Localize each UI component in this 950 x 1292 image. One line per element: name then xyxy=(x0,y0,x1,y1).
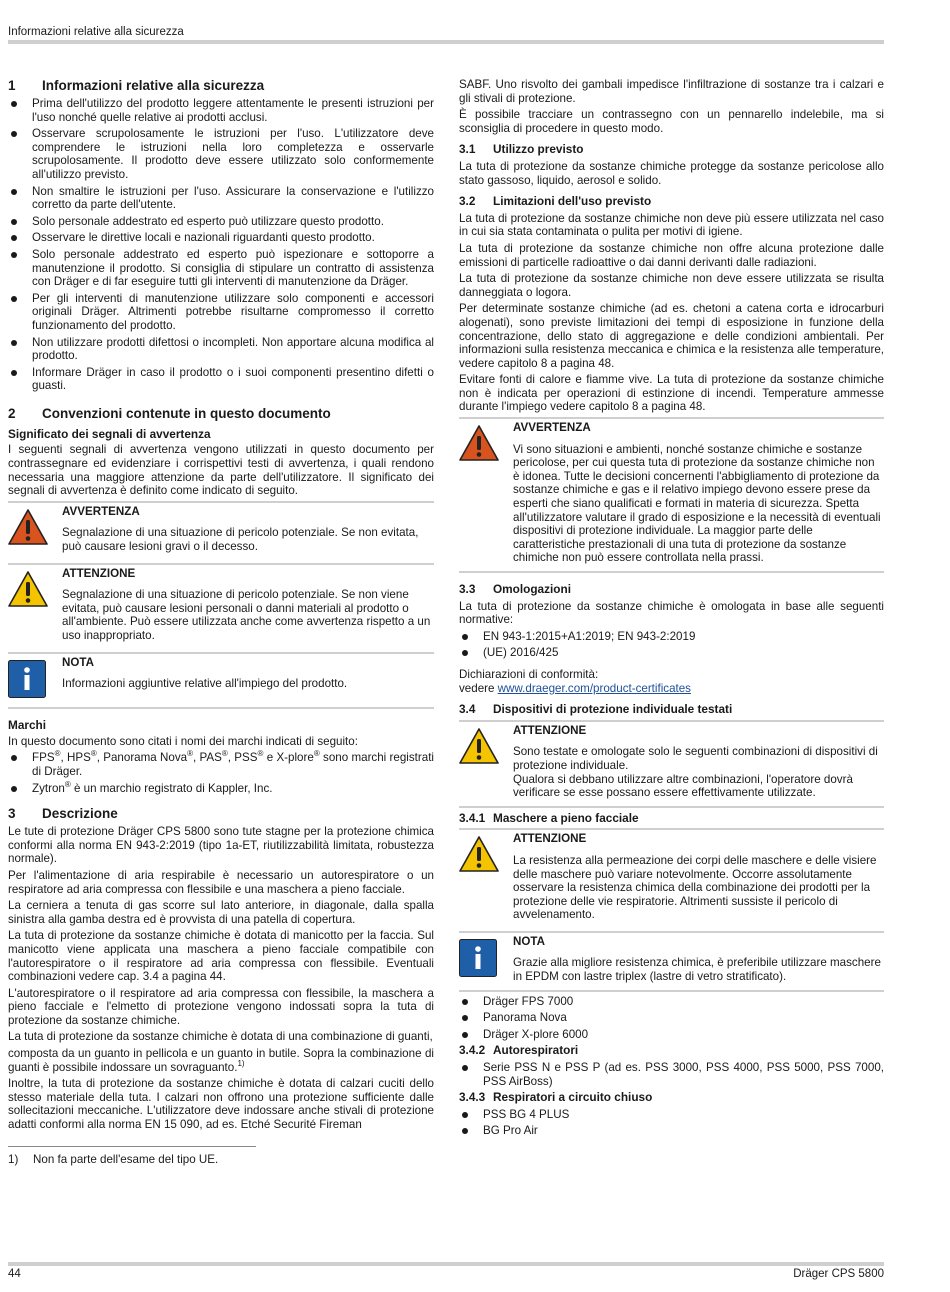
product-name: Dräger CPS 5800 xyxy=(793,1268,884,1280)
paragraph: composta da un guanto in pellicola e un guanto in butile. Sopra la combinazione di guanti è possibile indossare un sovraguanto.$^{1)}$ xyxy=(8,1047,434,1074)
paragraph: La tuta di protezione da sostanze chimiche non deve più essere utilizzata nel caso in cui sia stata contaminata o pulita per motivi di igiene. xyxy=(459,211,884,239)
trademarks-list xyxy=(8,751,434,795)
paragraph: La tuta di protezione da sostanze chimiche non deve essere utilizzata se risulta danneggiata o logora. xyxy=(459,272,884,299)
safety-list xyxy=(8,97,434,393)
section-3-1-heading: 3.1 Utilizzo previsto xyxy=(459,142,584,157)
paragraph: La tuta di protezione da sostanze chimiche non offre alcuna protezione dalle emissioni di particelle radioattive o dai danni derivanti dalle radiazioni. xyxy=(459,241,884,269)
notice-text: Vi sono situazioni e ambienti, nonché sostanze chimiche e sostanze pericolose, per cui questa tuta di protezione da sostanze chimiche non è idonea. Tutte le decisioni concernenti l'abbigliamento di protezione da sostanze chimiche e gas e il relativo impiego devono essere prese da esperti che siano qualificati e formati in materia di sicurezza. Spetta all'utilizzatore valutare il grado di esposizione e la necessità di eventuali dispositivi di protezione individuale. La maggior parte delle caratteristiche prestazionali di una tuta di protezione da sostanze chimiche non può essere controllata nella prassi. xyxy=(513,442,881,565)
caution-triangle-icon xyxy=(459,728,499,764)
paragraph: SABF. Uno risvolto dei gambali impedisce l'infiltrazione di sostanze tra i calzari e gli stivali di protezione. xyxy=(459,78,884,105)
section-3-heading: 3 Descrizione xyxy=(8,806,118,822)
caution-triangle-icon xyxy=(8,571,48,607)
notice-text: Grazie alla migliore resistenza chimica, è preferibile utilizzare maschere in EPDM con lastre triplex (lastre di vetro stratificato). xyxy=(513,956,881,984)
trademarks-subheading: Marchi xyxy=(8,718,47,733)
paragraph: La tuta di protezione da sostanze chimiche protegge da sostanze pericolose allo stato gassoso, liquido, aerosol e solido. xyxy=(459,159,884,187)
list-item: Solo personale addestrato ed esperto può ispezionare e sottoporre a manutenzione il prodotto. Si consiglia di stipulare un contratto di assistenza con Dräger e di far eseguire tutti gli interventi di manutenzione da Dräger. xyxy=(8,248,434,289)
footnote: 1) Non fa parte dell'esame del tipo UE. xyxy=(8,1152,219,1166)
paragraph: Per l'alimentazione di aria respirabile è necessario un autorespiratore o un respiratore ad aria compressa con flessibile e una maschera a pieno facciale. xyxy=(8,868,434,896)
list-item: Prima dell'utilizzo del prodotto leggere attentamente le presenti istruzioni per l'uso nonché quelle relative ai prodotti acclusi. xyxy=(8,97,434,124)
notice-text: Informazioni aggiuntive relative all'impiego del prodotto. xyxy=(62,677,348,691)
notice-title: ATTENZIONE xyxy=(62,566,136,580)
list-item: Dräger X-plore 6000 xyxy=(459,1028,884,1042)
list-item: Solo personale addestrato ed esperto può utilizzare questo prodotto. xyxy=(8,215,434,229)
list-item: Per gli interventi di manutenzione utilizzare solo componenti e accessori originali Dräger. Altrimenti potrebbe risultarne compromesso il corretto funzionamento del prodotto. xyxy=(8,292,434,333)
notice-title: AVVERTENZA xyxy=(62,504,140,518)
declaration-label: Dichiarazioni di conformità: xyxy=(459,667,599,681)
notice-text: Segnalazione di una situazione di pericolo potenziale. Se non evitata, può causare lesioni gravi o il decesso. xyxy=(62,526,419,554)
section-3-2-heading: 3.2 Limitazioni dell'uso previsto xyxy=(459,194,652,209)
list-item: Dräger FPS 7000 xyxy=(459,995,884,1009)
warning-notice xyxy=(459,417,884,573)
paragraph: Evitare fonti di calore e fiamme vive. La tuta di protezione da sostanze chimiche non è indicata per operazioni di estinzione di incendi. Temperature ammesse durante l'impiego vedere capitolo 8 a pagina 48. xyxy=(459,373,884,414)
list-item: PSS BG 4 PLUS xyxy=(459,1108,884,1122)
list-item: BG Pro Air xyxy=(459,1124,884,1138)
notice-title: NOTA xyxy=(513,934,545,948)
paragraph: L'autorespiratore o il respiratore ad aria compressa con flessibile, la maschera a pieno facciale e l'elmetto di protezione vengono indossati sopra la tuta di protezione da sostanze chimiche. xyxy=(8,986,434,1027)
caution-notice xyxy=(459,828,884,928)
warning-triangle-icon xyxy=(8,509,48,545)
list-item: EN 943-1:2015+A1:2019; EN 943-2:2019 xyxy=(459,630,884,644)
approvals-list xyxy=(459,630,884,660)
sca-list xyxy=(459,1061,884,1088)
list-item: Non utilizzare prodotti difettosi o incompleti. Non apportare alcuna modifica al prodotto. xyxy=(8,336,434,363)
paragraph: Le tute di protezione Dräger CPS 5800 sono tute stagne per la protezione chimica conformi alla norma EN 943-2:2019 (tipo 1a-ET, riutilizzabilità limitata, robustezza normale). xyxy=(8,825,434,866)
rebreather-list xyxy=(459,1108,884,1138)
signals-intro: I seguenti segnali di avvertenza vengono utilizzati in questo documento per contrassegnare ed evidenziare i corrispettivi testi di avvertenza, i quali rendono necessaria una maggiore attenzione da parte dell'utilizzatore. Il significato dei segnali di avvertenza è definito come indicato di seguito. xyxy=(8,443,434,498)
signals-subheading: Significato dei segnali di avvertenza xyxy=(8,426,211,441)
footnote-rule xyxy=(8,1146,256,1147)
certificates-link[interactable]: www.draeger.com/product-certificates xyxy=(497,681,691,695)
notice-title: NOTA xyxy=(62,655,94,669)
paragraph: La tuta di protezione da sostanze chimiche è omologata in base alle seguenti normative: xyxy=(459,599,884,627)
caution-notice xyxy=(8,563,434,649)
notice-title: ATTENZIONE xyxy=(513,832,587,846)
list-item: FPS®, HPS®, Panorama Nova®, PAS®, PSS® e X-plore® sono marchi registrati di Dräger. xyxy=(8,751,434,778)
header-rule xyxy=(8,40,884,44)
note-notice xyxy=(8,652,434,710)
notice-text: La resistenza alla permeazione dei corpi delle maschere e delle visiere delle maschere può variare notevolmente. Occorre assolutamente osservare la resistenza chimica della combinazione dei prodotti per la protezione delle vie respiratorie. Altrimenti sussiste il pericolo di avvelenamento. xyxy=(513,853,877,922)
note-notice xyxy=(459,931,884,992)
list-item: Informare Dräger in caso il prodotto o i suoi componenti presentino difetti o guasti. xyxy=(8,366,434,393)
footnote-mark[interactable]: 1) xyxy=(237,1058,245,1068)
section-3-4-heading: 3.4 Dispositivi di protezione individuale testati xyxy=(459,702,733,717)
list-item: Osservare scrupolosamente le istruzioni per l'uso. L'utilizzatore deve comprendere le istruzioni nella loro completezza e osservarle scrupolosamente. Il prodotto deve essere utilizzato solo conformemente all'utilizzo previsto. xyxy=(8,127,434,181)
paragraph: È possibile tracciare un contrassegno con un pennarello indelebile, ma si sconsiglia di procedere in questo modo. xyxy=(459,108,884,135)
list-item: Serie PSS N e PSS P (ad es. PSS 3000, PSS 4000, PSS 5000, PSS 7000, PSS AirBoss) xyxy=(459,1061,884,1088)
warning-notice xyxy=(8,501,434,560)
list-item: Panorama Nova xyxy=(459,1011,884,1025)
info-icon xyxy=(459,939,497,977)
caution-triangle-icon xyxy=(459,836,499,872)
paragraph: Inoltre, la tuta di protezione da sostanze chimiche è dotata di calzari cuciti dello stesso materiale della tuta. I calzari non offrono una protezione sufficiente dalle sollecitazioni meccaniche. L'utilizzatore deve indossare anche stivali di protezione adatti conformi alla norma EN 15 090, ad es. Etché Securité Fireman xyxy=(8,1077,434,1132)
warning-triangle-icon xyxy=(459,425,499,461)
declaration-link-line: vedere www.draeger.com/product-certificates xyxy=(459,681,691,695)
notice-text: Sono testate e omologate solo le seguenti combinazioni di dispositivi di protezione individuale. xyxy=(513,745,878,772)
section-3-4-3-heading: 3.4.3 Respiratori a circuito chiuso xyxy=(459,1090,653,1105)
section-3-4-1-heading: 3.4.1 Maschere a pieno facciale xyxy=(459,810,639,825)
masks-list xyxy=(459,995,884,1042)
section-3-3-heading: 3.3 Omologazioni xyxy=(459,582,571,596)
notice-title: ATTENZIONE xyxy=(513,723,587,737)
running-header: Informazioni relative alla sicurezza xyxy=(8,26,184,38)
list-item: Zytron® è un marchio registrato di Kappler, Inc. xyxy=(8,782,434,796)
section-1-heading: 1 Informazioni relative alla sicurezza xyxy=(8,78,265,93)
paragraph: Per determinate sostanze chimiche (ad es. chetoni a catena corta e idrocarburi alogenati), sono previste limitazioni dei tempi di esposizione in funzione della concentrazione, dello stato di aggregazione e delle condizioni ambientali. Per informazioni sulla resistenza meccanica e chimica e la resistenza alle temperature, vedere capitolo 8 a pagina 48. xyxy=(459,302,884,370)
notice-title: AVVERTENZA xyxy=(513,421,591,435)
list-item: (UE) 2016/425 xyxy=(459,646,884,660)
info-icon xyxy=(8,660,46,698)
notice-text: Qualora si debbano utilizzare altre combinazioni, l'operatore dovrà verificare se esse possano essere effettivamente utilizzate. xyxy=(513,772,853,800)
footer-rule xyxy=(8,1262,884,1266)
paragraph: La tuta di protezione da sostanze chimiche è dotata di manicotto per la faccia. Sul manicotto viene applicata una maschera a pieno facciale compatibile con l'autorespiratore o il respiratore ad aria compressa con flessibile. Eventuali combinazioni vedere cap. 3.4 a pagina 44. xyxy=(8,929,434,984)
list-item: Osservare le direttive locali e nazionali riguardanti questo prodotto. xyxy=(8,231,434,245)
right-column xyxy=(459,78,884,1141)
notice-text: Segnalazione di una situazione di pericolo potenziale. Se non viene evitata, può causare lesioni personali o danni materiali al prodotto o all'ambiente. Può essere utilizzata anche come avvertenza rispetto a un uso inappropriato. xyxy=(62,588,431,642)
left-column xyxy=(8,78,434,1166)
section-2-heading: 2 Convenzioni contenute in questo documento xyxy=(8,405,331,421)
page-number: 44 xyxy=(8,1268,21,1280)
section-3-4-2-heading: 3.4.2 Autorespiratori xyxy=(459,1043,579,1058)
paragraph: La tuta di protezione da sostanze chimiche è dotata di una combinazione di guanti, xyxy=(8,1030,433,1044)
list-item: Non smaltire le istruzioni per l'uso. Assicurare la conservazione e l'utilizzo corretto da parte dell'utente. xyxy=(8,185,434,212)
trademarks-intro: In questo documento sono citati i nomi dei marchi indicati di seguito: xyxy=(8,734,358,748)
paragraph: La cerniera a tenuta di gas scorre sul lato anteriore, in diagonale, dalla spalla sinistra alla gamba destra ed è provvista di una patella di copertura. xyxy=(8,899,434,926)
caution-notice xyxy=(459,720,884,808)
